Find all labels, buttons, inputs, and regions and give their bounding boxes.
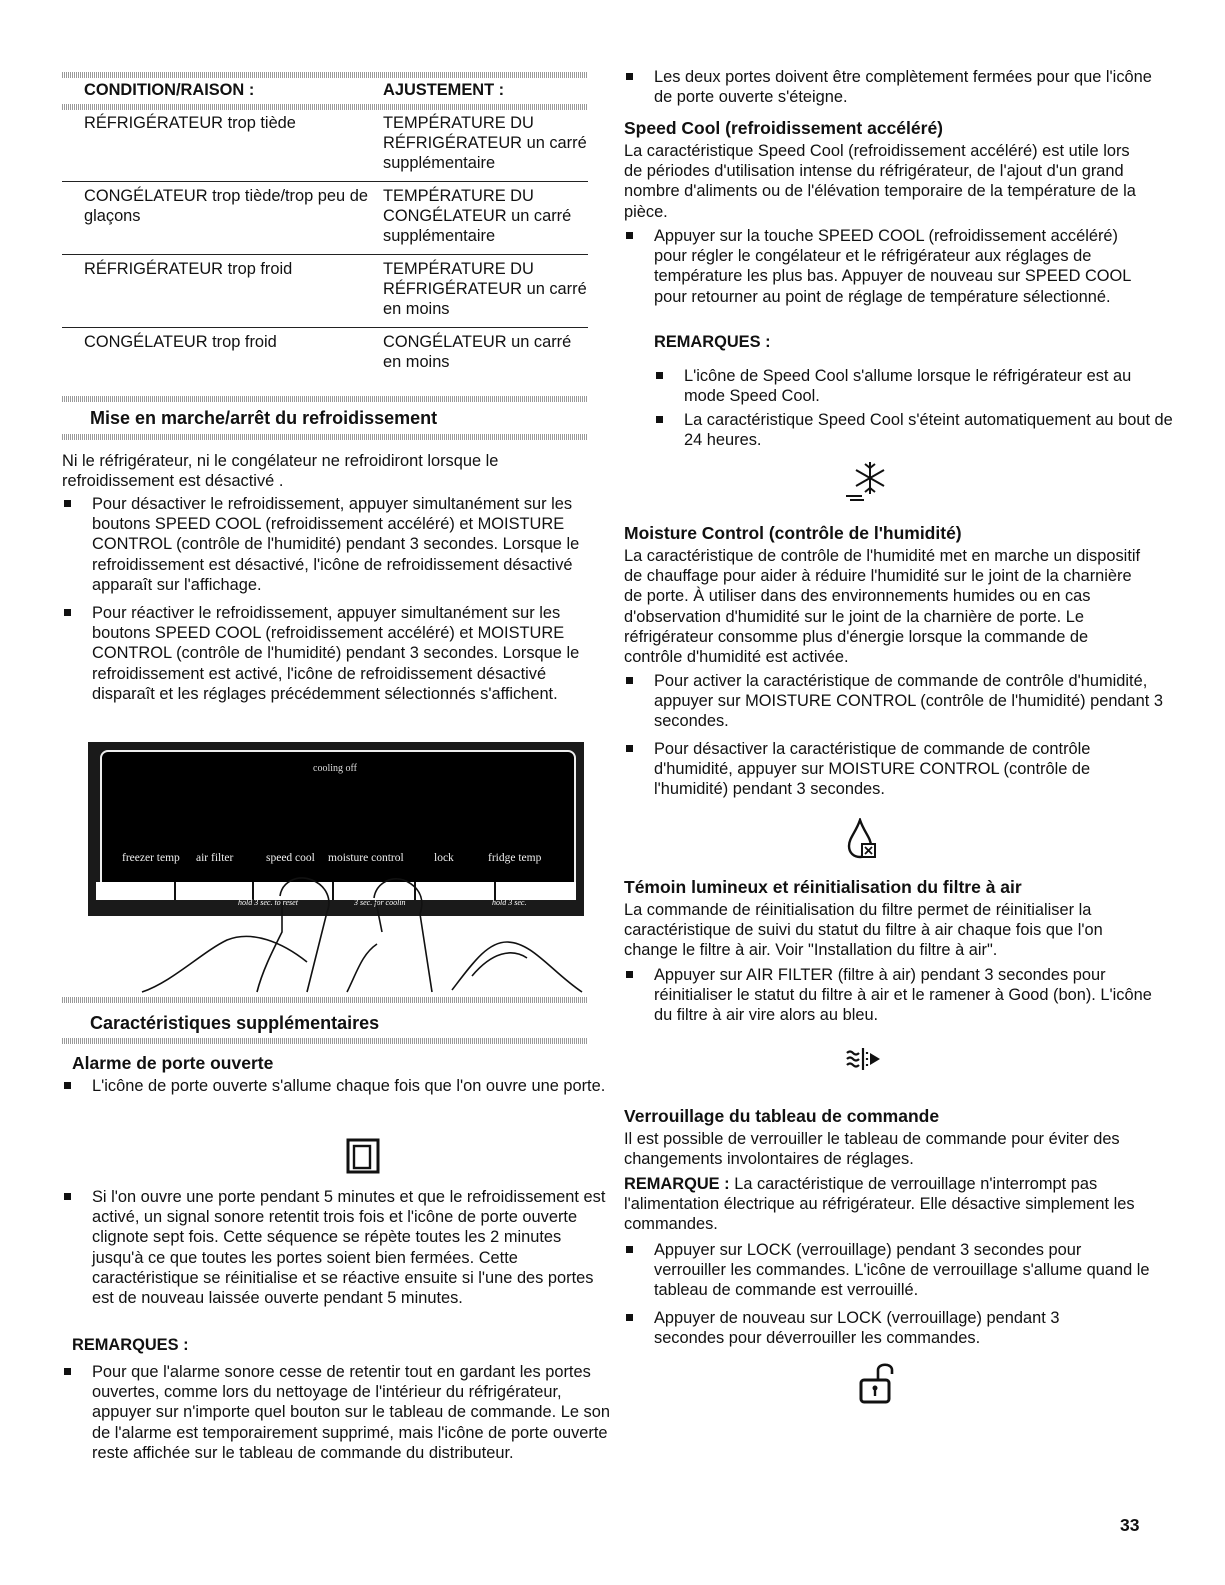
door-alarm-bullet-2: Si l'on ouvre une porte pendant 5 minutes et que le refroidissement est activé, un signal sonore retentit trois fois et l'icône de porte ouverte clignote sept fois. Cette séquence se répète toutes les 2 minutes jusqu'à ce que toutes les portes soient bien fermées. Cette caractéristique se réinitialise et se réactive ensuite si l'une des portes est de nouveau laissée ouverte pendant 5 minutes. [62, 1187, 614, 1308]
extra-section-title: Caractéristiques supplémentaires [90, 1013, 380, 1033]
section-rule [62, 434, 588, 440]
moisture-bullet-1: Pour activer la caractéristique de commande de contrôle d'humidité, appuyer sur MOISTURE CONTROL (contrôle de l'humidité) pendant 3 secondes. [624, 671, 1164, 732]
table-header-rule [62, 104, 588, 110]
lock-remark-text: La caractéristique de verrouillage n'interrompt pas l'alimentation électrique au réfrigérateur. Elle désactive simplement les commandes. [624, 1175, 1135, 1234]
filter-intro: La commande de réinitialisation du filtre permet de réinitialiser la caractéristique de suivi du statut du filtre à air chaque fois que l'on change le filtre à air. Voir "Installation du filtre à air". [624, 901, 1103, 960]
door-alarm-note-2: Les deux portes doivent être complètement fermées pour que l'icône de porte ouverte s'éteigne. [624, 67, 1174, 107]
door-alarm-notes-label: REMARQUES : [72, 1336, 189, 1354]
table-row-divider [62, 181, 588, 182]
cooling-bullet-2: Pour réactiver le refroidissement, appuyer simultanément sur les boutons SPEED COOL (refroidissement accéléré) et MOISTURE CONTROL (contrôle de l'humidité) pendant 3 secondes. Lorsque le refroidissement est activé, l'icône de refroidissement désactivé disparaît et les réglages précédemment sélectionnés s'affichent. [62, 603, 592, 704]
table-header-condition: CONDITION/RAISON : [84, 81, 255, 99]
speed-cool-notes-label: REMARQUES : [654, 333, 771, 351]
cooling-off-label: cooling off [313, 763, 357, 774]
hold-label-reset: hold 3 sec. to reset [238, 898, 298, 907]
moisture-drop-icon [846, 818, 880, 860]
lock-remark-label: REMARQUE : [624, 1175, 730, 1193]
moisture-title: Moisture Control (contrôle de l'humidité) [624, 523, 962, 543]
cooling-bullet-1: Pour désactiver le refroidissement, appuyer simultanément sur les boutons SPEED COOL (refroidissement accéléré) et MOISTURE CONTROL (contrôle de l'humidité) pendant 3 secondes. Lorsque le refroidissement est désactivé, l'icône de refroidissement désactivé apparaît sur l'affichage. [62, 494, 587, 595]
panel-label-moisture-control: moisture control [328, 852, 404, 864]
filter-title: Témoin lumineux et réinitialisation du filtre à air [624, 877, 1022, 897]
moisture-bullet-2: Pour désactiver la caractéristique de commande de contrôle d'humidité, appuyer sur MOISTURE CONTROL (contrôle de l'humidité) pendant 3 secondes. [624, 739, 1164, 800]
air-filter-icon [846, 1046, 882, 1072]
speed-cool-title: Speed Cool (refroidissement accéléré) [624, 118, 943, 138]
lock-intro: Il est possible de verrouiller le tableau de commande pour éviter des changements involontaires de réglages. [624, 1130, 1120, 1169]
door-alarm-note-1: Pour que l'alarme sonore cesse de retentir tout en gardant les portes ouvertes, comme lors du nettoyage de l'intérieur du réfrigérateur, appuyer sur n'importe quel bouton sur le tableau de commande. Le son de l'alarme est temporairement supprimé, mais l'icône de porte ouverte reste affichée sur le tableau de commande du distributeur. [62, 1362, 617, 1463]
table-top-rule [62, 72, 588, 78]
panel-label-freezer-temp: freezer temp [122, 852, 180, 864]
lock-bullet-1: Appuyer sur LOCK (verrouillage) pendant 3 secondes pour verrouiller les commandes. L'icône de verrouillage s'allume quand le tableau de commande est verrouillé. [624, 1240, 1154, 1301]
cooling-section-title: Mise en marche/arrêt du refroidissement [90, 408, 438, 428]
table-row-divider [62, 254, 588, 255]
moisture-intro: La caractéristique de contrôle de l'humidité met en marche un dispositif de chauffage pour aider à réduire l'humidité sur le joint de la charnière de porte. À utiliser dans des environnements humides ou en cas d'observation d'humidité sur le joint de la charnière de porte. Le réfrigérateur consomme plus d'énergie lorsque la commande de contrôle d'humidité est activée. [624, 547, 1141, 667]
speed-cool-bullet: Appuyer sur la touche SPEED COOL (refroidissement accéléré) pour régler le congélateur et le réfrigérateur aux réglages de température les plus bas. Appuyer de nouveau sur SPEED COOL pour retourner au point de réglage de température sélectionné. [624, 226, 1154, 307]
panel-label-speed-cool: speed cool [266, 852, 315, 864]
panel-label-fridge-temp: fridge temp [488, 852, 542, 864]
lock-bullet-2: Appuyer de nouveau sur LOCK (verrouillage) pendant 3 secondes pour déverrouiller les commandes. [624, 1308, 1134, 1348]
table-row-divider [62, 327, 588, 328]
speed-cool-note-1: L'icône de Speed Cool s'allume lorsque le réfrigérateur est au mode Speed Cool. [654, 366, 1164, 406]
pressing-fingers-illustration [132, 872, 602, 1000]
table-cell-adjustment: TEMPÉRATURE DU RÉFRIGÉRATEUR un carré supplémentaire [383, 114, 587, 173]
section-rule [62, 997, 588, 1003]
filter-bullet: Appuyer sur AIR FILTER (filtre à air) pendant 3 secondes pour réinitialiser le statut du filtre à air et le ramener à Good (bon). L'icône du filtre à air vire alors au bleu. [624, 965, 1164, 1026]
hold-label-lock: hold 3 sec. [492, 898, 527, 907]
speed-cool-note-2: La caractéristique Speed Cool s'éteint automatiquement au bout de 24 heures. [654, 410, 1174, 450]
lock-title: Verrouillage du tableau de commande [624, 1106, 940, 1126]
panel-label-air-filter: air filter [196, 852, 234, 864]
table-cell-condition: RÉFRIGÉRATEUR trop froid [84, 260, 293, 278]
speed-cool-snowflake-icon [844, 458, 890, 502]
hold-label-cooling: 3 sec. for coolin [354, 898, 406, 907]
speed-cool-intro: La caractéristique Speed Cool (refroidissement accéléré) est utile lors de périodes d'utilisation intense du réfrigérateur, de l'ajout d'un grand nombre d'aliments ou de l'élévation temporaire de la température de la pièce. [624, 142, 1136, 221]
page-number: 33 [1120, 1515, 1140, 1535]
cooling-intro: Ni le réfrigérateur, ni le congélateur ne refroidiront lorsque le refroidissement est désactivé . [62, 452, 499, 491]
unlock-icon [858, 1360, 902, 1406]
table-cell-adjustment: TEMPÉRATURE DU RÉFRIGÉRATEUR un carré en moins [383, 260, 587, 319]
section-rule [62, 1038, 588, 1044]
table-cell-adjustment: CONGÉLATEUR un carré en moins [383, 333, 572, 372]
lock-remark [624, 1174, 1146, 1235]
door-alarm-bullet-1: L'icône de porte ouverte s'allume chaque fois que l'on ouvre une porte. [62, 1076, 612, 1096]
table-bottom-rule [62, 396, 588, 402]
door-open-icon [346, 1138, 380, 1174]
table-cell-condition: CONGÉLATEUR trop tiède/trop peu de glaçons [84, 187, 368, 226]
table-cell-condition: CONGÉLATEUR trop froid [84, 333, 277, 351]
panel-label-lock: lock [434, 852, 454, 864]
door-alarm-title: Alarme de porte ouverte [72, 1053, 274, 1073]
table-header-adjustment: AJUSTEMENT : [383, 81, 505, 99]
table-cell-condition: RÉFRIGÉRATEUR trop tiède [84, 114, 296, 132]
table-cell-adjustment: TEMPÉRATURE DU CONGÉLATEUR un carré supplémentaire [383, 187, 572, 246]
